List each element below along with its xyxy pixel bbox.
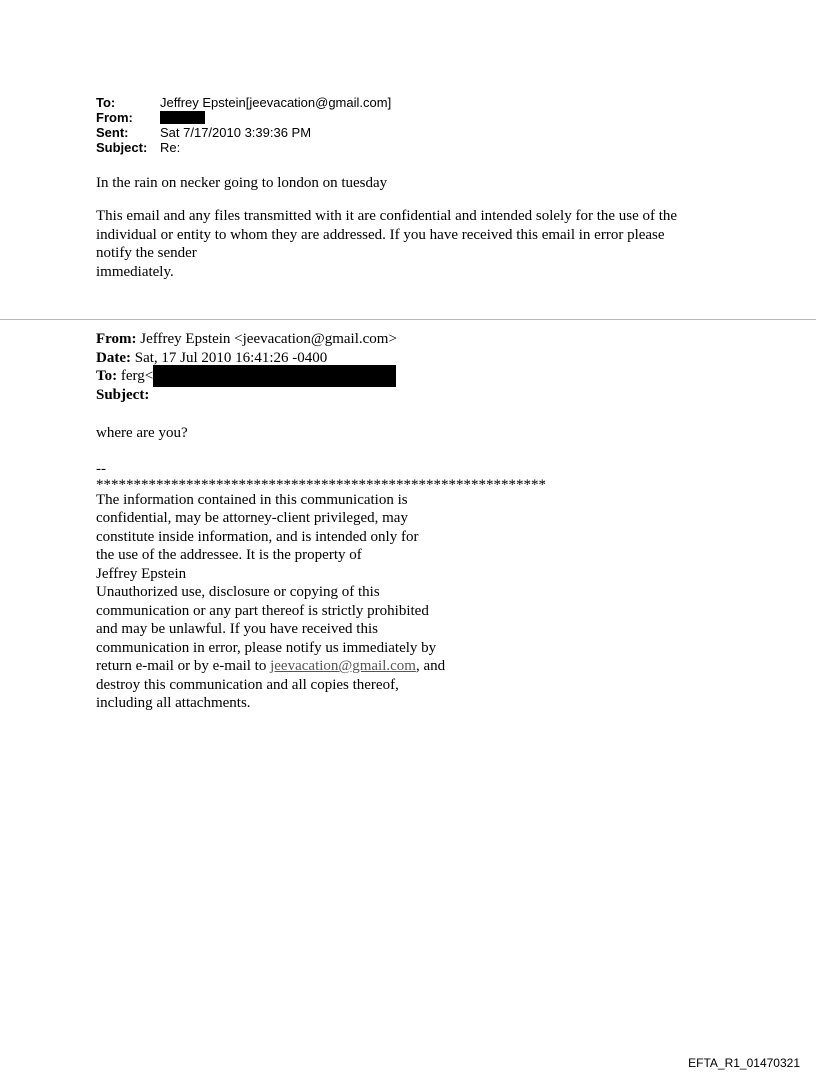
quoted-date-value: Sat, 17 Jul 2010 16:41:26 -0400	[130, 349, 328, 366]
notice-line: and may be unlawful. If you have received this	[96, 621, 378, 637]
quoted-date-label: Date:	[96, 349, 131, 366]
from-row	[96, 110, 391, 125]
disclaimer-line: immediately.	[96, 263, 174, 280]
notice-line: The information contained in this communication is	[96, 491, 408, 508]
email-body: In the rain on necker going to london on tuesday	[96, 175, 388, 191]
quoted-to-row	[96, 367, 736, 386]
quoted-email-header	[96, 330, 736, 404]
notice-line: including all attachments.	[96, 695, 251, 711]
divider	[0, 319, 816, 320]
notice-line-with-link	[96, 657, 616, 676]
notice-line: destroy this communication and all copies thereof,	[96, 676, 399, 693]
notice-line: confidential, may be attorney-client privileged, may	[96, 510, 408, 526]
notice-link-prefix: return e-mail or by e-mail to	[96, 658, 271, 674]
sent-row	[96, 125, 391, 140]
signature-stars: ************************************************************	[96, 476, 546, 493]
quoted-date-row	[96, 349, 736, 368]
from-label: From:	[96, 109, 133, 125]
sent-label: Sent:	[96, 124, 129, 140]
to-value: Jeffrey Epstein[jeevacation@gmail.com]	[160, 94, 392, 110]
sent-value: Sat 7/17/2010 3:39:36 PM	[160, 124, 312, 140]
notice-line: communication or any part thereof is strictly prohibited	[96, 602, 429, 619]
to-label: To:	[96, 94, 116, 110]
quoted-to-label: To:	[96, 368, 118, 384]
notice-line: the use of the addressee. It is the property of	[96, 547, 362, 563]
quoted-from-value: Jeffrey Epstein <jeevacation@gmail.com>	[136, 331, 397, 347]
redaction-box	[160, 111, 205, 124]
email-header	[96, 95, 391, 155]
disclaimer-line: This email and any files transmitted with it are confidential and intended solely for the use of the	[96, 208, 678, 224]
quoted-subject-row	[96, 386, 736, 405]
notice-line: Jeffrey Epstein	[96, 565, 187, 582]
signature-block	[96, 460, 616, 713]
signature-dashes: --	[96, 461, 106, 477]
quoted-to-value: ferg<	[117, 368, 154, 384]
notice-line: constitute inside information, and is intended only for	[96, 528, 419, 545]
document-id: EFTA_R1_01470321	[688, 1056, 800, 1070]
email-link[interactable]: jeevacation@gmail.com	[270, 658, 416, 674]
disclaimer-line: notify the sender	[96, 245, 197, 261]
subject-label: Subject:	[96, 139, 148, 155]
subject-row	[96, 140, 391, 155]
notice-line: communication in error, please notify us immediately by	[96, 639, 437, 656]
redaction-box	[153, 365, 396, 387]
quoted-from-label: From:	[96, 331, 137, 347]
notice-link-suffix: , and	[415, 658, 446, 674]
disclaimer-line: individual or entity to whom they are addressed. If you have received this email in error please	[96, 226, 665, 243]
email-disclaimer	[96, 207, 736, 281]
subject-value: Re:	[160, 139, 181, 155]
quoted-email-body: where are you?	[96, 425, 188, 441]
quoted-from-row	[96, 330, 736, 349]
to-row	[96, 95, 391, 110]
notice-line: Unauthorized use, disclosure or copying of this	[96, 584, 380, 600]
quoted-subject-label: Subject:	[96, 386, 150, 403]
